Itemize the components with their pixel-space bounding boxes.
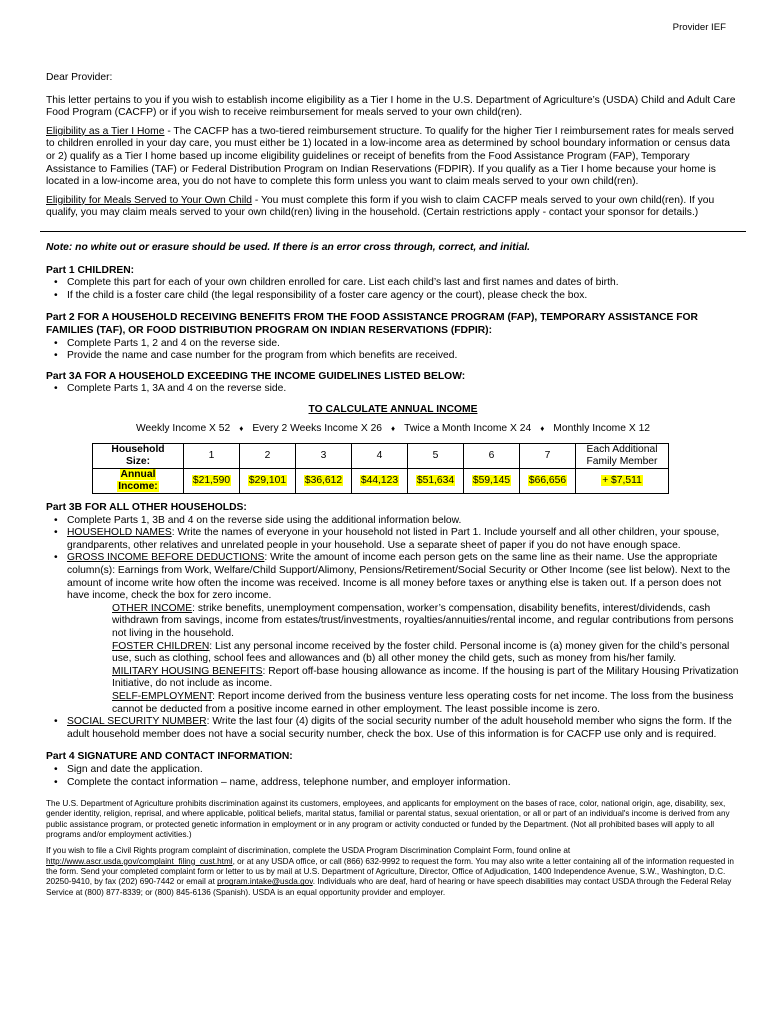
part4-list — [46, 764, 740, 789]
part3b-list — [46, 515, 740, 742]
tier1-heading: Eligibility as a Tier I Home — [46, 125, 165, 137]
own-child-body: - You must complete this form if you wish to claim CACFP meals served to your own child(ren). If you qualify, you may claim meals served to your own child(ren) living in the household. (Certain restrictions apply - contact your sponsor for details.) — [46, 194, 715, 219]
formula-biweekly: Every 2 Weeks Income X 26 — [252, 423, 383, 435]
part3a-heading: Part 3A FOR A HOUSEHOLD EXCEEDING THE INCOME GUIDELINES LISTED BELOW: — [46, 370, 466, 382]
greeting: Dear Provider: — [46, 72, 113, 83]
tier1-body: - The CACFP has a two-tiered reimbursement structure. To qualify for the higher Tier I reimbursement rates for meals served to children enrolled in your day care, you must either be 1) located in a low-income area as determined by school boundary information or census data or 2) qualify as a Tier I home based up income eligibility guidelines or receipt of benefits from the Food Assistance Program (FAP), Temporary Assistance to Families (TAF) or Federal Distribution Program on Indian Reservations (FDPIR). If you qualify as a Tier I home because your home is located in a low-income area, you do not have to complete this form unless you want to claim meals served to your own child(ren). — [46, 125, 734, 188]
own-child-paragraph — [46, 195, 740, 220]
table-cell: 4 — [352, 444, 408, 469]
table-cell: 1 — [184, 444, 240, 469]
table-cell: $66,656 — [520, 469, 576, 494]
note-text: Note: no white out or erasure should be used. If there is an error cross through, correct, and initial. — [46, 241, 531, 253]
part1-heading: Part 1 CHILDREN: — [46, 264, 135, 276]
list-item: • GROSS INCOME BEFORE DEDUCTIONS: Write the amount of income each person gets on the same line as their name. Use the appropriate column(s): Earnings from Work, Welfare/Child Support/Alimony, Pensions/Retirement/Social Security or Other Income (see list below). Next to the amount of income write how often the income was received. Income is all money before taxes or anything else is taken out. If a person does not have income, check the box for zero income. OTHER INCOME: strike benefits, unemployment compensation, worker’s compensation, disability benefits, interest/dividends, cash withdrawn from savings, income from estates/trust/investments, royalties/annuities/rental income, and regular contributions from persons not living in the household. FOSTER CHILDREN: List any personal income received by the foster child. Personal income is (a) money given for the child’s personal use, such as clothing, school fees and allowances and (b) all other money the child gets, such as money from his/her family. MILITARY HOUSING BENEFITS: Report off-base housing allowance as income. If the housing is part of the Military Housing Privatization Initiative, do not include as income. SELF-EMPLOYMENT: Report income derived from the business venture less operating costs for net income. The loss from the business cannot be deducted from a positive income earned in other employment. The least possible income is zero. — [46, 552, 740, 716]
table-row — [93, 469, 669, 494]
part2-list — [46, 338, 740, 363]
formula-weekly: Weekly Income X 52 — [135, 423, 231, 435]
part3a-list — [46, 383, 740, 396]
form-id-label: Provider IEF — [672, 22, 726, 33]
table-cell: 7 — [520, 444, 576, 469]
table-cell: $51,634 — [408, 469, 464, 494]
income-formula — [46, 423, 740, 436]
annual-income-label: Annual Income: — [93, 469, 184, 494]
self-employment-item: SELF-EMPLOYMENT: Report income derived from the business venture less operating costs for net income. The loss from the business cannot be deducted from a positive income earned in other employment. The least possible income is zero. — [112, 690, 734, 715]
table-cell: $36,612 — [296, 469, 352, 494]
income-guidelines-table — [92, 443, 669, 494]
military-housing-item: MILITARY HOUSING BENEFITS: Report off-base housing allowance as income. If the housing is part of the Military Housing Privatization Initiative, do not include as income. — [112, 665, 739, 690]
formula-monthly: Monthly Income X 12 — [553, 423, 651, 435]
list-item: • Complete Parts 1, 3A and 4 on the reverse side. — [46, 383, 740, 396]
table-cell: 2 — [240, 444, 296, 469]
letter-body — [46, 72, 740, 898]
email-link[interactable]: program.intake@usda.gov — [217, 877, 313, 887]
tier1-paragraph — [46, 126, 740, 189]
table-cell: $44,123 — [352, 469, 408, 494]
household-size-label: Household Size: — [93, 444, 184, 469]
diamond-icon: ♦ — [391, 424, 396, 434]
part3b-heading: Part 3B FOR ALL OTHER HOUSEHOLDS: — [46, 502, 247, 514]
table-cell: $59,145 — [464, 469, 520, 494]
other-income-item: OTHER INCOME: strike benefits, unemployment compensation, worker’s compensation, disability benefits, interest/dividends, cash withdrawn from savings, income from estates/trust/investments, royalties/annuities/rental income, and regular contributions from persons not living in the household. — [112, 602, 734, 639]
intro-paragraph: This letter pertains to you if you wish to establish income eligibility as a Tier I home in the U.S. Department of Agriculture’s (USDA) Child and Adult Care Food Program (CACFP) or if you wish to receive reimbursement for meals served to your own child(ren). — [46, 94, 736, 119]
list-item: • Complete Parts 1, 3B and 4 on the reverse side using the additional information below. — [46, 515, 740, 528]
formula-twice-monthly: Twice a Month Income X 24 — [404, 423, 532, 435]
diamond-icon: ♦ — [239, 424, 244, 434]
list-item: • Sign and date the application. — [46, 764, 740, 777]
each-additional-label: Each Additional Family Member — [576, 444, 669, 469]
section-divider — [40, 231, 746, 232]
part1-list — [46, 277, 740, 302]
table-cell: 3 — [296, 444, 352, 469]
list-item: • If the child is a foster care child (the legal responsibility of a foster care agency or the court), please check the box. — [46, 290, 740, 303]
list-item: • HOUSEHOLD NAMES: Write the names of everyone in your household not listed in Part 1. Include yourself and all other children, your spouse, grandparents, other relatives and unrelated people in your household. Use a separate sheet of paper if you do not have enough space. — [46, 527, 740, 552]
part4-heading: Part 4 SIGNATURE AND CONTACT INFORMATION: — [46, 751, 293, 763]
list-item: • Provide the name and case number for the program from which benefits are received. — [46, 350, 740, 363]
diamond-icon: ♦ — [540, 424, 545, 434]
table-row — [93, 444, 669, 469]
list-item: • SOCIAL SECURITY NUMBER: Write the last four (4) digits of the social security number of the adult household member who signs the form. If the adult household member does not have a social security number, check the box. Use of this information is for CACFP use only and is required. — [46, 716, 740, 741]
table-cell: $29,101 — [240, 469, 296, 494]
own-child-heading: Eligibility for Meals Served to Your Own Child — [46, 194, 253, 206]
table-cell: $21,590 — [184, 469, 240, 494]
foster-children-item: FOSTER CHILDREN: List any personal income received by the foster child. Personal income is (a) money given for the child’s personal use, such as clothing, school fees and allowances and (b) all other money the child gets, such as money from his/her family. — [112, 640, 730, 665]
list-item: • Complete the contact information – name, address, telephone number, and employer information. — [46, 777, 740, 790]
part2-heading: Part 2 FOR A HOUSEHOLD RECEIVING BENEFITS FROM THE FOOD ASSISTANCE PROGRAM (FAP), TEMPORARY ASSISTANCE FOR FAMILIES (TAF), OR FOOD DISTRIBUTION PROGRAM ON INDIAN RESERVATIONS (FDPIR): — [46, 312, 698, 336]
complaint-statement: If you wish to file a Civil Rights program complaint of discrimination, complete the USDA Program Discrimination Complaint Form, found online at http://www.ascr.usda.gov/complaint_filing_cust.html, or at any USDA office, or call (866) 632-9992 to request the form. You may also write a letter containing all of the information requested in the form. Send your completed complaint form or letter to us by mail at U.S. Department of Agriculture, Director, Office of Adjudication, 1400 Independence Avenue, S.W., Washington, D.C. 20250-9410, by fax (202) 690-7442 or email at program.intake@usda.gov. Individuals who are deaf, hard of hearing or have speech disabilities may contact USDA through the Federal Relay Service at (800) 877-8339; or (800) 845-6136 (Spanish). USDA is an equal opportunity provider and employer. — [46, 846, 734, 897]
list-item: • Complete this part for each of your own children enrolled for care. List each child’s last and first names and dates of birth. — [46, 277, 740, 290]
complaint-form-link[interactable]: http://www.ascr.usda.gov/complaint_filing_cust.html — [46, 856, 233, 866]
calc-title: TO CALCULATE ANNUAL INCOME — [308, 403, 478, 415]
nondiscrimination-statement: The U.S. Department of Agriculture prohibits discrimination against its customers, employees, and applicants for employment on the bases of race, color, national origin, age, disability, sex, gender identity, religion, reprisal, and where applicable, political beliefs, marital status, familial or parental status, sexual orientation, or all or part of an individual's income is derived from any public assistance program, or protected genetic information in employment or in any program or activity conducted or funded by the Department. (Not all prohibited bases will apply to all programs and/or employment activities.) — [46, 799, 730, 840]
table-cell: 6 — [464, 444, 520, 469]
list-item: • Complete Parts 1, 2 and 4 on the reverse side. — [46, 338, 740, 351]
additional-amount-cell: + $7,511 — [576, 469, 669, 494]
table-cell: 5 — [408, 444, 464, 469]
